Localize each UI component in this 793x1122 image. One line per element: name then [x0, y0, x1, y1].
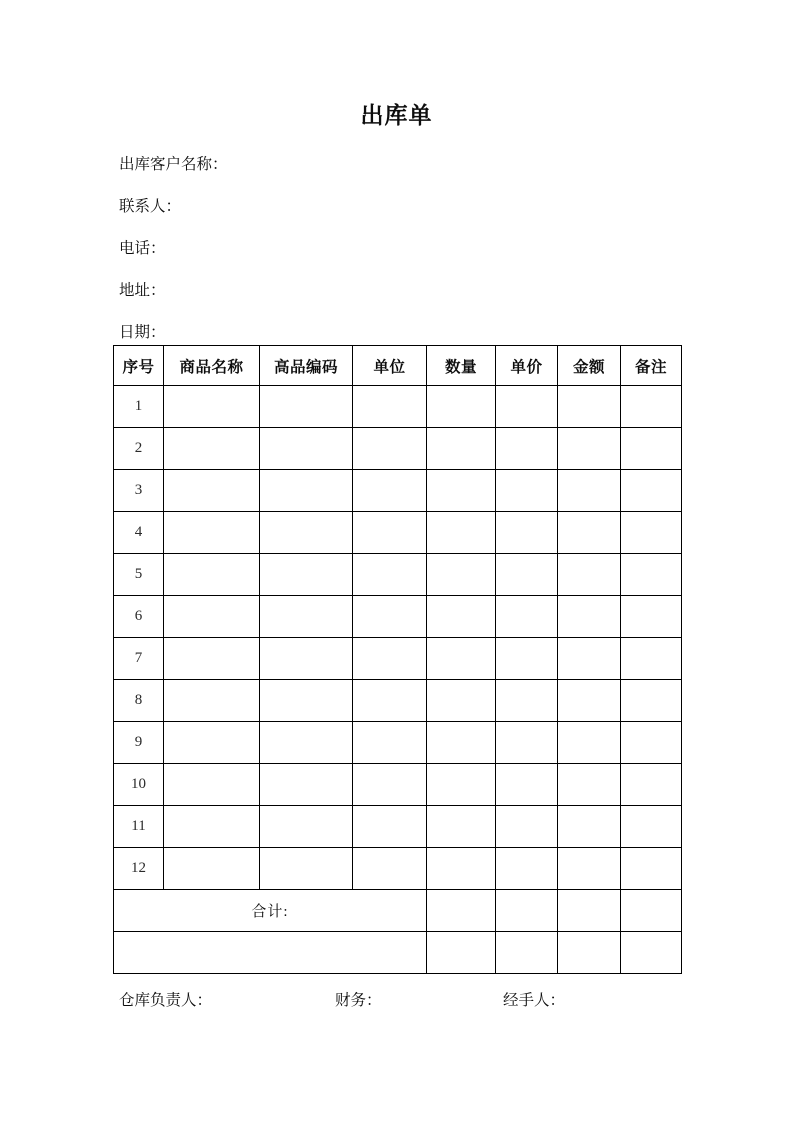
field-customer-name-label: 出库客户名称：: [119, 156, 228, 173]
cell-amount[interactable]: [558, 806, 621, 848]
total-label: 合计:: [114, 890, 427, 932]
cell-index: 7: [114, 638, 164, 680]
table-row: [114, 554, 682, 596]
table-row: [114, 470, 682, 512]
cell-amount[interactable]: [558, 470, 621, 512]
cell-index: 12: [114, 848, 164, 890]
cell-unit[interactable]: [353, 596, 427, 638]
cell-remark[interactable]: [621, 680, 682, 722]
cell-unit[interactable]: [353, 722, 427, 764]
cell-index: 1: [114, 386, 164, 428]
blank-quantity[interactable]: [427, 932, 496, 974]
table-row: [114, 806, 682, 848]
table-row: [114, 386, 682, 428]
cell-unit-price[interactable]: [496, 764, 558, 806]
cell-unit[interactable]: [353, 638, 427, 680]
cell-amount[interactable]: [558, 596, 621, 638]
cell-product-code[interactable]: [260, 722, 353, 764]
cell-product-name[interactable]: [164, 386, 260, 428]
cell-quantity[interactable]: [427, 596, 496, 638]
cell-product-name[interactable]: [164, 638, 260, 680]
column-header-unit: 单位: [353, 346, 427, 386]
blank-unit-price[interactable]: [496, 932, 558, 974]
table-header-row: [114, 346, 682, 386]
cell-index: 8: [114, 680, 164, 722]
cell-quantity[interactable]: [427, 764, 496, 806]
column-header-quantity: 数量: [427, 346, 496, 386]
cell-unit-price[interactable]: [496, 722, 558, 764]
cell-product-name[interactable]: [164, 722, 260, 764]
cell-unit[interactable]: [353, 554, 427, 596]
cell-product-name[interactable]: [164, 680, 260, 722]
cell-amount[interactable]: [558, 638, 621, 680]
cell-product-name[interactable]: [164, 554, 260, 596]
cell-remark[interactable]: [621, 512, 682, 554]
cell-quantity[interactable]: [427, 554, 496, 596]
signature-warehouse-manager: [119, 988, 212, 1014]
cell-quantity[interactable]: [427, 806, 496, 848]
cell-product-name[interactable]: [164, 512, 260, 554]
blank-remark[interactable]: [621, 932, 682, 974]
cell-index: 4: [114, 512, 164, 554]
total-quantity[interactable]: [427, 890, 496, 932]
total-amount[interactable]: [558, 890, 621, 932]
cell-product-code[interactable]: [260, 554, 353, 596]
signature-warehouse-manager-label: 仓库负责人：: [119, 992, 213, 1009]
field-date-label: 日期：: [119, 324, 166, 341]
column-header-product-code: 高品编码: [260, 346, 353, 386]
cell-amount[interactable]: [558, 848, 621, 890]
cell-product-code[interactable]: [260, 470, 353, 512]
field-address: [119, 270, 679, 312]
cell-quantity[interactable]: [427, 722, 496, 764]
cell-product-name[interactable]: [164, 764, 260, 806]
cell-remark[interactable]: [621, 638, 682, 680]
total-remark[interactable]: [621, 890, 682, 932]
cell-product-code[interactable]: [260, 428, 353, 470]
field-address-label: 地址：: [119, 282, 166, 299]
cell-remark[interactable]: [621, 428, 682, 470]
cell-quantity[interactable]: [427, 638, 496, 680]
cell-remark[interactable]: [621, 848, 682, 890]
column-header-unit-price: 单价: [496, 346, 558, 386]
cell-unit-price[interactable]: [496, 428, 558, 470]
cell-unit[interactable]: [353, 470, 427, 512]
field-phone-label: 电话：: [119, 240, 166, 257]
column-header-product-name: 商品名称: [164, 346, 260, 386]
cell-index: 5: [114, 554, 164, 596]
items-table: [113, 345, 682, 974]
cell-unit-price[interactable]: [496, 806, 558, 848]
cell-index: 2: [114, 428, 164, 470]
cell-product-code[interactable]: [260, 848, 353, 890]
cell-amount[interactable]: [558, 554, 621, 596]
blank-amount[interactable]: [558, 932, 621, 974]
signature-finance-label: 财务：: [335, 992, 382, 1009]
cell-index: 11: [114, 806, 164, 848]
cell-amount[interactable]: [558, 722, 621, 764]
signature-row: [119, 988, 719, 1014]
signature-handler-label: 经手人：: [503, 992, 566, 1009]
cell-unit-price[interactable]: [496, 638, 558, 680]
table-row: [114, 428, 682, 470]
cell-remark[interactable]: [621, 806, 682, 848]
table-row: [114, 596, 682, 638]
cell-product-code[interactable]: [260, 596, 353, 638]
cell-amount[interactable]: [558, 512, 621, 554]
cell-unit[interactable]: [353, 512, 427, 554]
cell-product-code[interactable]: [260, 386, 353, 428]
cell-product-name[interactable]: [164, 848, 260, 890]
table-row: [114, 680, 682, 722]
cell-unit-price[interactable]: [496, 680, 558, 722]
field-contact-person-label: 联系人：: [119, 198, 182, 215]
table-total-row: [114, 890, 682, 932]
cell-remark[interactable]: [621, 470, 682, 512]
cell-quantity[interactable]: [427, 848, 496, 890]
table-row: [114, 638, 682, 680]
field-customer-name: [119, 144, 679, 186]
table-row: [114, 722, 682, 764]
total-unit-price[interactable]: [496, 890, 558, 932]
table-row: [114, 848, 682, 890]
cell-unit[interactable]: [353, 428, 427, 470]
cell-index: 3: [114, 470, 164, 512]
cell-quantity[interactable]: [427, 680, 496, 722]
cell-unit-price[interactable]: [496, 386, 558, 428]
cell-unit-price[interactable]: [496, 470, 558, 512]
cell-unit[interactable]: [353, 764, 427, 806]
cell-remark[interactable]: [621, 386, 682, 428]
cell-unit-price[interactable]: [496, 554, 558, 596]
cell-unit[interactable]: [353, 386, 427, 428]
cell-unit[interactable]: [353, 848, 427, 890]
cell-product-name[interactable]: [164, 806, 260, 848]
page-title: 出库单: [360, 102, 433, 128]
cell-amount[interactable]: [558, 428, 621, 470]
cell-quantity[interactable]: [427, 386, 496, 428]
cell-product-name[interactable]: [164, 470, 260, 512]
cell-remark[interactable]: [621, 554, 682, 596]
table-blank-row: [114, 932, 682, 974]
cell-remark[interactable]: [621, 596, 682, 638]
cell-product-code[interactable]: [260, 638, 353, 680]
cell-quantity[interactable]: [427, 428, 496, 470]
cell-remark[interactable]: [621, 722, 682, 764]
column-header-remark: 备注: [621, 346, 682, 386]
blank-label[interactable]: [114, 932, 427, 974]
cell-index: 9: [114, 722, 164, 764]
cell-index: 10: [114, 764, 164, 806]
signature-handler: [503, 988, 565, 1014]
cell-unit-price[interactable]: [496, 848, 558, 890]
cell-product-code[interactable]: [260, 764, 353, 806]
cell-quantity[interactable]: [427, 470, 496, 512]
table-row: [114, 512, 682, 554]
field-phone: [119, 228, 679, 270]
table-row: [114, 764, 682, 806]
cell-amount[interactable]: [558, 386, 621, 428]
table-body: [114, 386, 682, 974]
signature-finance: [335, 988, 382, 1014]
header-fields: [119, 144, 679, 354]
cell-product-code[interactable]: [260, 806, 353, 848]
cell-unit-price[interactable]: [496, 512, 558, 554]
cell-product-code[interactable]: [260, 512, 353, 554]
cell-unit[interactable]: [353, 806, 427, 848]
column-header-amount: 金额: [558, 346, 621, 386]
cell-unit[interactable]: [353, 680, 427, 722]
cell-remark[interactable]: [621, 764, 682, 806]
cell-quantity[interactable]: [427, 512, 496, 554]
column-header-index: 序号: [114, 346, 164, 386]
cell-index: 6: [114, 596, 164, 638]
cell-product-name[interactable]: [164, 596, 260, 638]
cell-amount[interactable]: [558, 680, 621, 722]
cell-product-code[interactable]: [260, 680, 353, 722]
cell-product-name[interactable]: [164, 428, 260, 470]
field-contact-person: [119, 186, 679, 228]
cell-amount[interactable]: [558, 764, 621, 806]
cell-unit-price[interactable]: [496, 596, 558, 638]
